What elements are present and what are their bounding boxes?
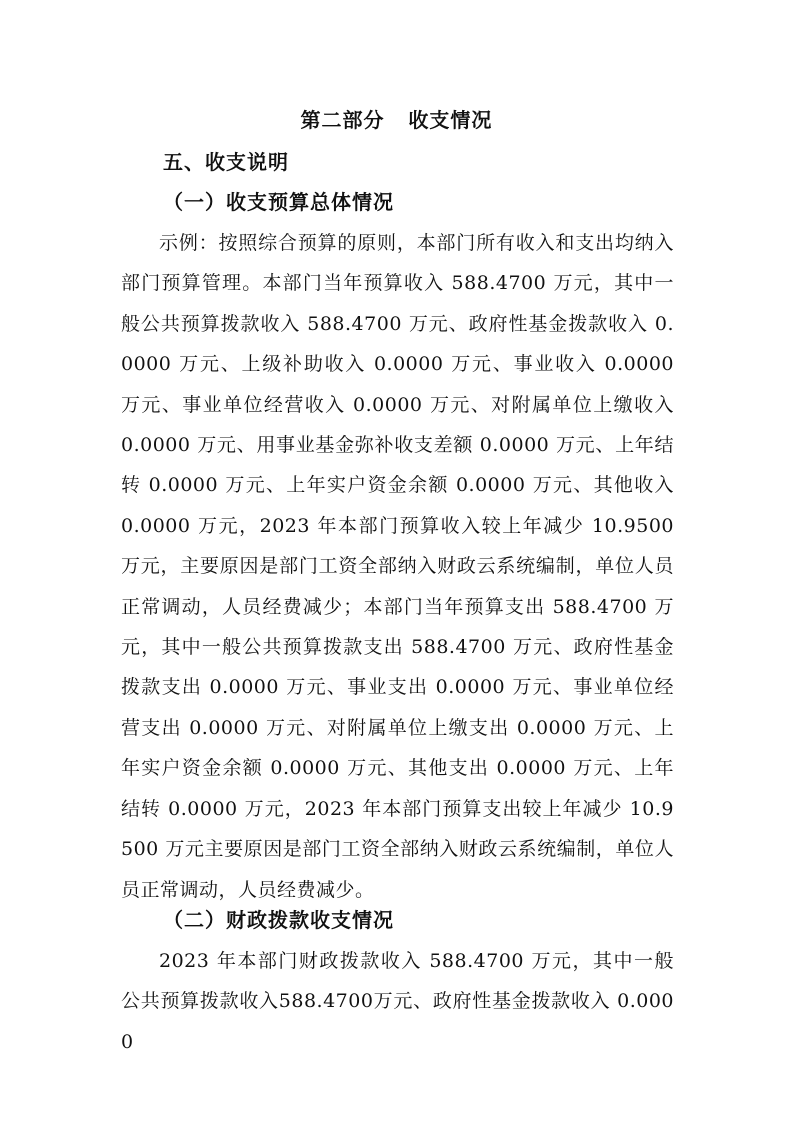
section-heading: 五、收支说明 bbox=[163, 150, 289, 174]
subsection-body-2: 2023 年本部门财政拨款收入 588.4700 万元，其中一般公共预算拨款收入588.4700万元、政府性基金拨款收入 0.0000 bbox=[121, 950, 674, 1053]
part-title: 第二部分 收支情况 bbox=[300, 108, 493, 132]
subsection-heading-1: （一）收支预算总体情况 bbox=[163, 190, 394, 214]
subsection-heading-2: （二）财政拨款收支情况 bbox=[163, 908, 394, 932]
subsection-body-1: 示例：按照综合预算的原则，本部门所有收入和支出均纳入部门预算管理。本部门当年预算收入 588.4700 万元，其中一般公共预算拨款收入 588.4700 万元、政府性基金拨款收入 0.0000 万元、上级补助收入 0.0000 万元、事业收入 0.0000 万元、事业单位经营收入 0.0000 万元、对附属单位上缴收入 0.0000 万元、用事业基金弥补收支差额 0.0000 万元、上年结转 0.0000 万元、上年实户资金余额 0.0000 万元、其他收入 0.0000 万元，2023 年本部门预算收入较上年减少 10.9500 万元，主要原因是部门工资全部纳入财政云系统编制，单位人员正常调动，人员经费减少；本部门当年预算支出 588.4700 万元，其中一般公共预算拨款支出 588.4700 万元、政府性基金拨款支出 0.0000 万元、事业支出 0.0000 万元、事业单位经营支出 0.0000 万元、对附属单位上缴支出 0.0000 万元、上年实户资金余额 0.0000 万元、其他支出 0.0000 万元、上年结转 0.0000 万元，2023 年本部门预算支出较上年减少 10.9500 万元主要原因是部门工资全部纳入财政云系统编制，单位人员正常调动，人员经费减少。 bbox=[121, 232, 674, 901]
